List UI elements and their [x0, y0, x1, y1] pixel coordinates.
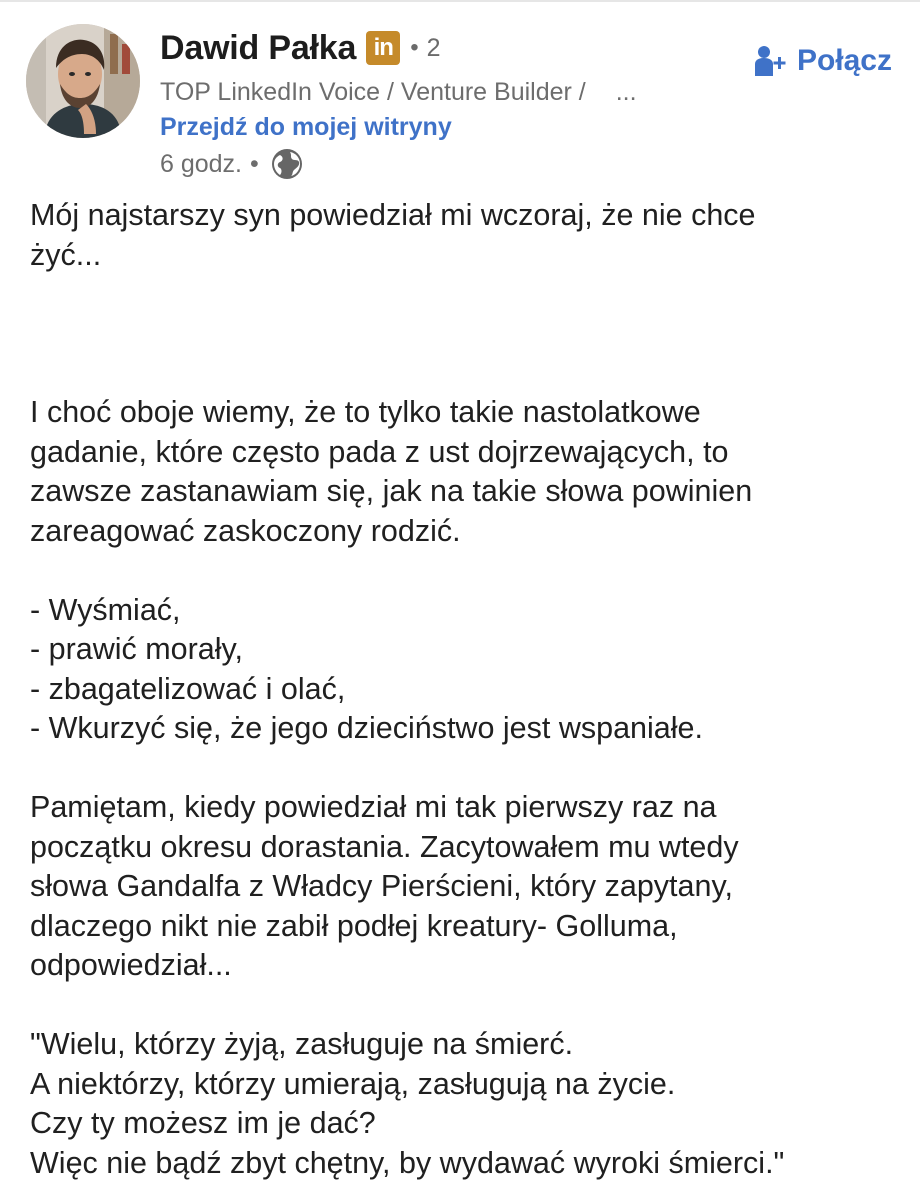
name-row [160, 22, 720, 74]
list-item: - Wkurzyć się, że jego dzieciństwo jest wspaniałe. [30, 711, 703, 745]
post-line: I choć oboje wiemy, że to tylko takie nastolatkowe [30, 395, 701, 429]
quote-line: Więc nie bądź zbyt chętny, by wydawać wyroki śmierci." [30, 1145, 785, 1180]
post-body [30, 196, 900, 1183]
linkedin-premium-icon: in [366, 31, 400, 65]
website-link[interactable]: Przejdź do mojej witryny [160, 113, 452, 141]
globe-icon [271, 148, 303, 180]
author-meta [160, 22, 720, 180]
post-line: odpowiedział... [30, 948, 232, 982]
list-item: - zbagatelizować i olać, [30, 671, 346, 706]
connect-label: Połącz [796, 44, 892, 77]
separator: • [410, 34, 419, 61]
post-line: żyć... [30, 237, 102, 272]
post-line: początku okresu dorastania. Zacytowałem mu wtedy [30, 829, 739, 864]
list-item: - prawić morały, [30, 632, 243, 666]
quote-line: Czy ty możesz im je dać? [30, 1106, 376, 1140]
top-divider [0, 0, 920, 8]
author-headline [160, 78, 720, 107]
headline-more: ... [615, 78, 637, 106]
paragraph-gap [30, 749, 900, 789]
post-line: zareagować zaskoczony rodzić. [30, 513, 461, 548]
avatar-photo-icon [26, 24, 140, 138]
time-separator: • [250, 149, 259, 178]
connect-button[interactable] [753, 44, 892, 78]
post-line: słowa Gandalfa z Władcy Pierścieni, który zapytany, [30, 869, 733, 903]
quote-line: A niektórzy, którzy umierają, zasługują na życie. [30, 1066, 676, 1101]
post-timestamp [160, 148, 720, 180]
headline-text: TOP LinkedIn Voice / Venture Builder / [160, 78, 586, 106]
add-person-icon [753, 44, 787, 78]
avatar[interactable] [26, 24, 140, 138]
post-line: gadanie, które często pada z ust dojrzewających, to [30, 434, 729, 469]
paragraph-gap [30, 275, 900, 393]
connection-degree: 2 [426, 33, 441, 62]
post-line: Pamiętam, kiedy powiedział mi tak pierwszy raz na [30, 790, 717, 824]
paragraph-gap [30, 986, 900, 1026]
quote-line: "Wielu, którzy żyją, zasługuje na śmierć. [30, 1027, 574, 1061]
post-line: zawsze zastanawiam się, jak na takie słowa powinien [30, 474, 753, 508]
paragraph-gap [30, 551, 900, 591]
post-header [26, 22, 896, 182]
list-item: - Wyśmiać, [30, 592, 181, 627]
post-time: 6 godz. [160, 149, 243, 178]
author-name[interactable]: Dawid Pałka [160, 28, 357, 67]
post-line: Mój najstarszy syn powiedział mi wczoraj, że nie chce [30, 198, 756, 232]
post-line: dlaczego nikt nie zabił podłej kreatury- Golluma, [30, 908, 678, 943]
